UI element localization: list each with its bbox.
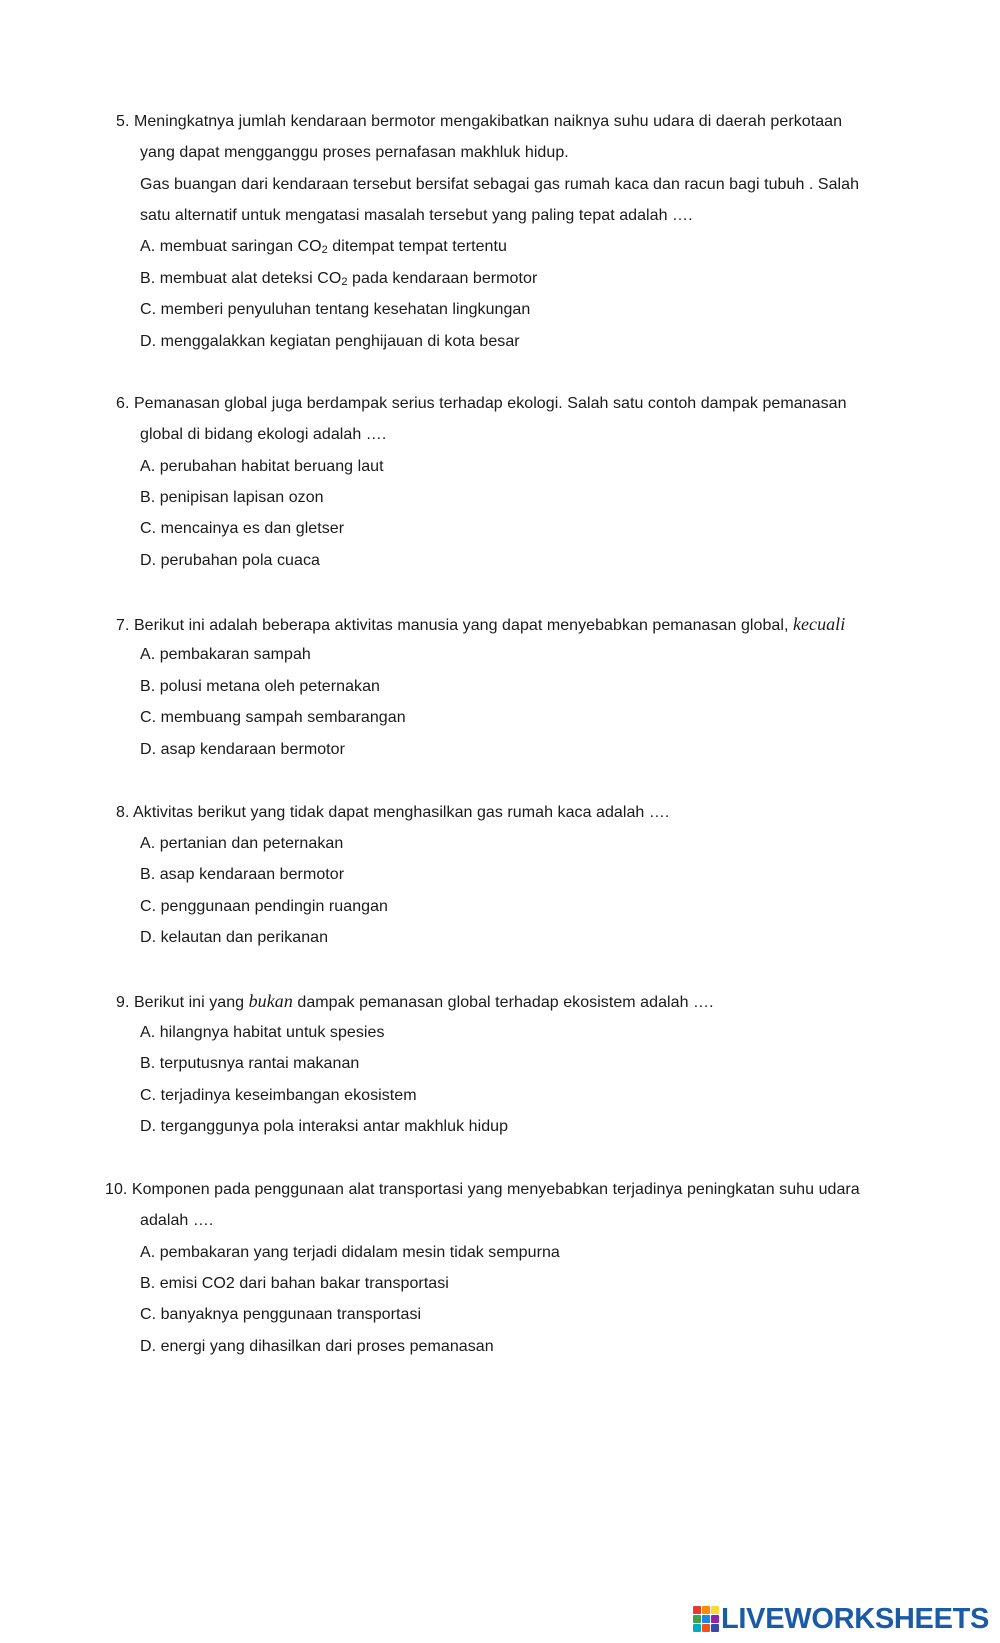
q6-option-b[interactable]: B. penipisan lapisan ozon <box>140 489 324 506</box>
logo-tile <box>711 1615 719 1623</box>
q10-option-b[interactable]: B. emisi CO2 dari bahan bakar transportasi <box>140 1275 449 1292</box>
logo-tile <box>711 1624 719 1632</box>
liveworksheets-logo-icon <box>693 1606 719 1632</box>
q10-option-d[interactable]: D. energi yang dihasilkan dari proses pemanasan <box>140 1338 494 1355</box>
q5-option-a[interactable] <box>140 237 507 257</box>
logo-tile <box>702 1606 710 1614</box>
q9-option-d[interactable]: D. terganggunya pola interaksi antar makhluk hidup <box>140 1118 509 1135</box>
q10-stem-line-2: adalah …. <box>140 1212 214 1229</box>
q7-stem-text: 7. Berikut ini adalah beberapa aktivitas manusia yang dapat menyebabkan pemanasan global, <box>116 617 793 634</box>
q5-option-b[interactable] <box>140 269 537 289</box>
q9-option-a[interactable]: A. hilangnya habitat untuk spesies <box>140 1024 385 1041</box>
q10-option-a[interactable]: A. pembakaran yang terjadi didalam mesin tidak sempurna <box>140 1244 560 1261</box>
q7-option-a[interactable]: A. pembakaran sampah <box>140 646 311 663</box>
logo-tile <box>693 1606 701 1614</box>
q6-option-c[interactable]: C. mencainya es dan gletser <box>140 520 345 537</box>
q8-option-a[interactable]: A. pertanian dan peternakan <box>140 835 344 852</box>
q5-stem-line-1: 5. Meningkatnya jumlah kendaraan bermotor mengakibatkan naiknya suhu udara di daerah perkotaan <box>116 113 843 130</box>
q5-option-a-text: A. membuat saringan CO <box>140 238 322 255</box>
q9-stem-text-end: dampak pemanasan global terhadap ekosistem adalah …. <box>292 994 714 1011</box>
q10-option-c[interactable]: C. banyaknya penggunaan transportasi <box>140 1306 422 1323</box>
q5-option-c[interactable]: C. memberi penyuluhan tentang kesehatan lingkungan <box>140 301 531 318</box>
q8-option-d[interactable]: D. kelautan dan perikanan <box>140 929 329 946</box>
q10-stem-line-1: 10. Komponen pada penggunaan alat transportasi yang menyebabkan terjadinya peningkatan suhu udara <box>105 1181 860 1198</box>
q5-option-b-text-end: pada kendaraan bermotor <box>347 270 538 287</box>
q5-option-d[interactable]: D. menggalakkan kegiatan penghijauan di kota besar <box>140 333 520 350</box>
q6-stem-line-1: 6. Pemanasan global juga berdampak serius terhadap ekologi. Salah satu contoh dampak pemanasan <box>116 395 847 412</box>
q5-option-a-text-end: ditempat tempat tertentu <box>327 238 507 255</box>
q7-option-d[interactable]: D. asap kendaraan bermotor <box>140 741 345 758</box>
q6-option-a[interactable]: A. perubahan habitat beruang laut <box>140 458 384 475</box>
q7-option-b[interactable]: B. polusi metana oleh peternakan <box>140 678 380 695</box>
q8-stem-line-1: 8. Aktivitas berikut yang tidak dapat menghasilkan gas rumah kaca adalah …. <box>116 804 670 821</box>
q5-stem-line-2: yang dapat mengganggu proses pernafasan makhluk hidup. <box>140 144 569 161</box>
q5-option-a-subscript: 2 <box>321 244 328 256</box>
q7-stem-emphasis: kecuali <box>792 614 846 634</box>
q6-option-d[interactable]: D. perubahan pola cuaca <box>140 552 320 569</box>
q5-option-b-subscript: 2 <box>341 276 348 288</box>
q7-option-c[interactable]: C. membuang sampah sembarangan <box>140 709 406 726</box>
q8-option-c[interactable]: C. penggunaan pendingin ruangan <box>140 898 388 915</box>
logo-tile <box>702 1615 710 1623</box>
logo-tile <box>693 1624 701 1632</box>
q9-stem-emphasis: bukan <box>248 991 293 1011</box>
q5-stem-line-3: Gas buangan dari kendaraan tersebut bersifat sebagai gas rumah kaca dan racun bagi tubuh . Salah <box>140 176 860 193</box>
q5-stem-line-4: satu alternatif untuk mengatasi masalah tersebut yang paling tepat adalah …. <box>140 207 693 224</box>
q7-stem-line-1 <box>116 614 845 634</box>
logo-tile <box>693 1615 701 1623</box>
q9-option-b[interactable]: B. terputusnya rantai makanan <box>140 1055 360 1072</box>
q9-stem-text: 9. Berikut ini yang <box>116 994 249 1011</box>
liveworksheets-logo <box>693 1604 989 1634</box>
q8-option-b[interactable]: B. asap kendaraan bermotor <box>140 866 345 883</box>
q6-stem-line-2: global di bidang ekologi adalah …. <box>140 426 387 443</box>
logo-tile <box>702 1624 710 1632</box>
q9-stem-line-1 <box>116 991 714 1011</box>
q9-option-c[interactable]: C. terjadinya keseimbangan ekosistem <box>140 1087 417 1104</box>
logo-tile <box>711 1606 719 1614</box>
liveworksheets-logo-text: LIVEWORKSHEETS <box>721 1603 990 1635</box>
q5-option-b-text: B. membuat alat deteksi CO <box>140 270 342 287</box>
